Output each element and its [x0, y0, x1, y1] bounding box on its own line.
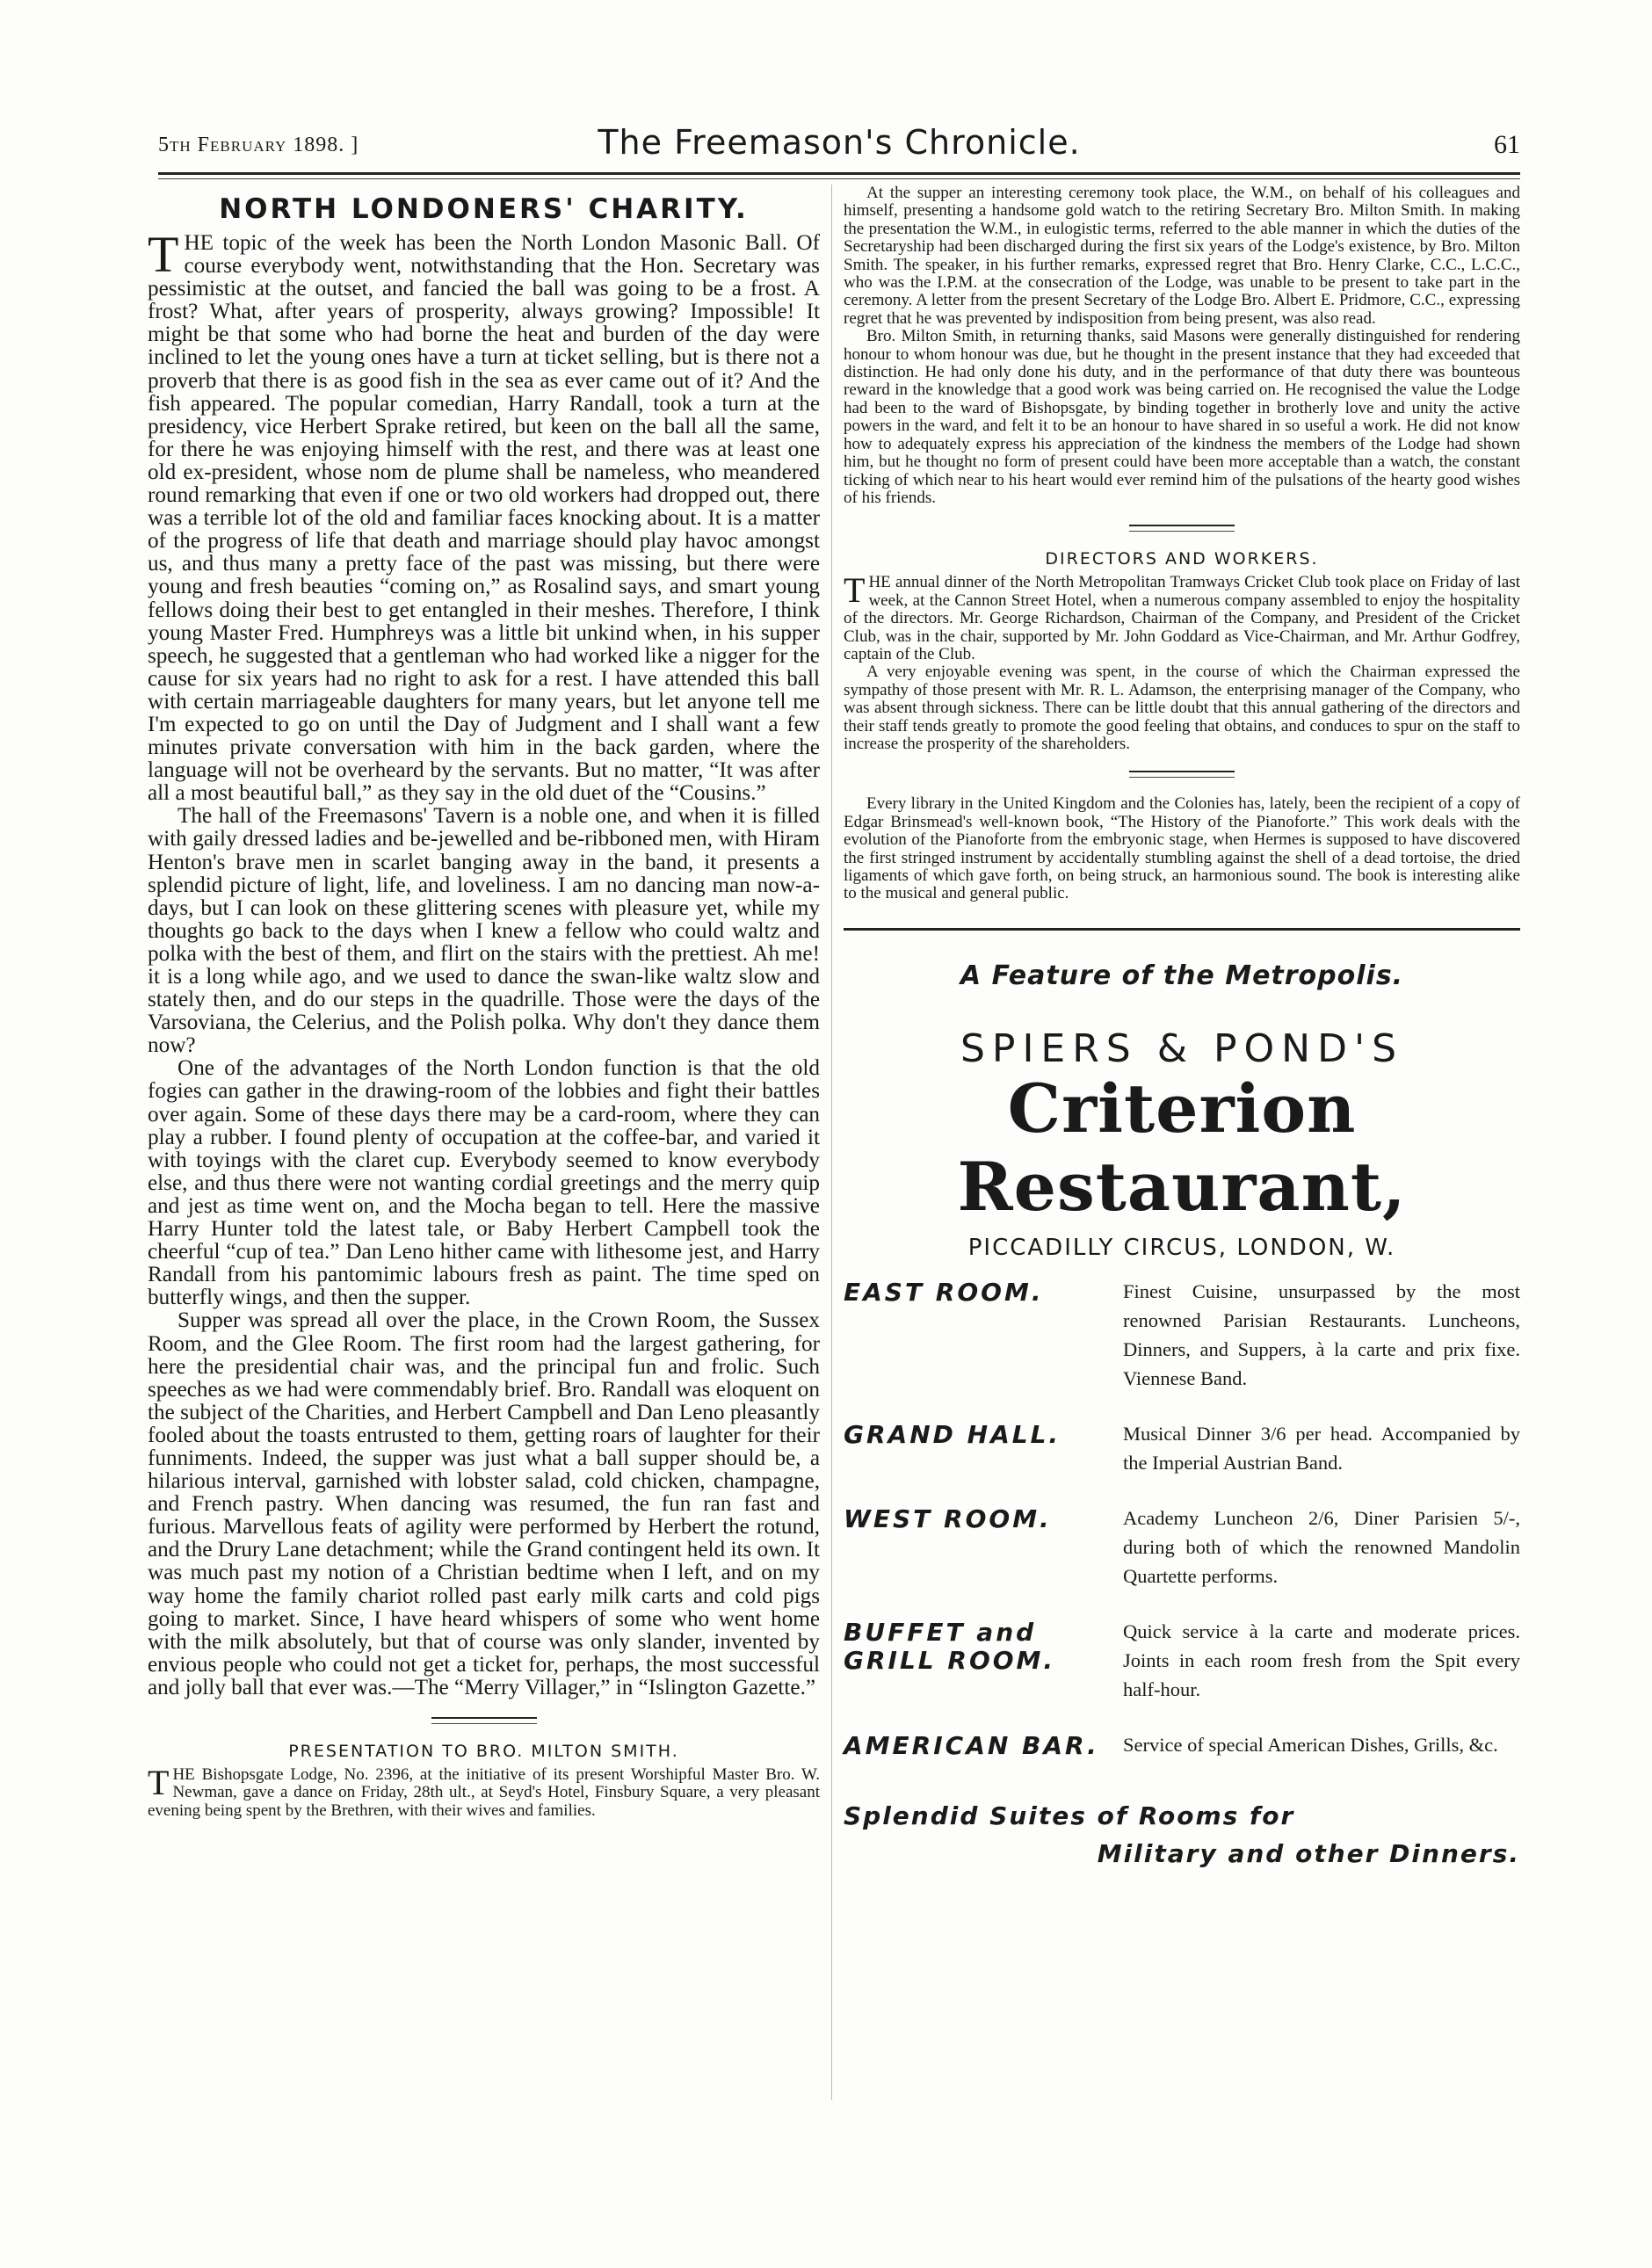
page-number: 61 [1494, 130, 1520, 159]
article-library-body [844, 795, 1520, 902]
ad-footer-line-1: Splendid Suites of Rooms for [844, 1801, 1295, 1830]
section-separator [431, 1717, 537, 1724]
ad-room-grand-hall [844, 1419, 1520, 1477]
column-divider [831, 185, 832, 2100]
ad-room-east [844, 1277, 1520, 1393]
article-heading-directors: DIRECTORS AND WORKERS. [1045, 549, 1319, 569]
room-name: BUFFET and GRILL ROOM. [844, 1617, 1056, 1675]
criterion-advertisement [844, 928, 1520, 1868]
ad-restaurant-name: Criterion Restaurant, [957, 1069, 1407, 1226]
drop-cap: T [844, 570, 866, 611]
article-heading-north-londoners: NORTH LONDONERS' CHARITY. [219, 193, 749, 225]
room-name: WEST ROOM. [844, 1504, 1052, 1533]
room-name: EAST ROOM. [844, 1277, 1044, 1307]
page-header [158, 123, 1520, 176]
room-description: Musical Dinner 3/6 per head. Accompanied by the Imperial Austrian Band. [1123, 1422, 1520, 1474]
article-paragraph [148, 226, 820, 806]
article-paragraph: Bro. Milton Smith, in returning thanks, said Masons were generally distinguished for rendering honour to whom honour was due, but he thought in the present instance that they had exceeded that distinction. He had only done his duty, and in the performance of that duty there was bounteous reward in the knowledge that a good work was being carried on. He recognised the value the Lodge had been to the ward of Bishopsgate, by binding together in brotherly love and unity the active powers in the ward, and felt it to be an honour to have shared in so useful a work. He did not know how to adequately express his appreciation of the kindness the members of the Lodge had shown him, but he thought no form of present could have been more acceptable than a watch, the constant ticking of which near to his heart would ever remind him of the pulsations of the hearty good wishes of his friends. [844, 327, 1520, 507]
ad-kicker: A Feature of the Metropolis. [960, 960, 1404, 991]
room-description: Academy Luncheon 2/6, Diner Parisien 5/-, during both of which the renowned Mandolin Quartette performs. [1123, 1506, 1520, 1587]
section-separator [1129, 525, 1235, 532]
paragraph-text: HE annual dinner of the North Metropolitan Tramways Cricket Club took place on Friday of last week, at the Cannon Street Hotel, when a numerous company assembled to enjoy the hospitality of the directors. Mr. George Richardson, Chairman of the Company, and President of the Cricket Club, was in the chair, supported by Mr. John Goddard as Vice-Chairman, and Mr. Arthur Godfrey, captain of the Club. [844, 573, 1520, 663]
article-paragraph: The hall of the Freemasons' Tavern is a noble one, and when it is filled with gaily dressed ladies and be-jewelled and be-ribboned men, with Hiram Henton's brave men in scarlet banging away in the band, it presents a splendid picture of light, life, and loveliness. I am no dancing man now-a-days, but I can look on these glittering scenes with pleasure yet, while my thoughts go back to the days when I knew a fellow who could waltz and polka with the best of them, and flirt on the stairs with the prettiest. Ah me! it is a long while ago, and we used to dance the swan-like waltz slow and stately then, and do our steps in the quadrille. Those were the days of the Varsoviana, the Celerius, and the Polish polka. Why don't they dance them now? [148, 804, 820, 1058]
issue-date: 5th February 1898. ] [158, 134, 359, 156]
drop-cap: T [148, 1763, 170, 1802]
header-rule [158, 172, 1520, 179]
article-presentation-body-continued [844, 185, 1520, 507]
article-paragraph: Supper was spread all over the place, in the Crown Room, the Sussex Room, and the Glee Room. The first room had the largest gathering, for here the presidential chair was, and the principal fun and frolic. Such speeches as we had were commendably brief. Bro. Randall was eloquent on the subject of the Charities, and Herbert Campbell and Dan Leno pleasantly fooled about the toasts entrusted to them, getting roars of laughter for their funniments. Indeed, the supper was just what a ball supper should be, a hilarious interval, garnished with lobster salad, cold chicken, champagne, and French pastry. When dancing was resumed, the fun ran fast and furious. Marvellous feats of agility were performed by Herbert the rotund, and the Drury Lane detachment; while the Grand contingent held its own. It was much past my notion of a Christian bedtime when I left, and on my way home the family chariot rolled past early milk carts and cold pigs going to market. Since, I have heard whispers of some who went home with the milk absolutely, but that of course was only slander, invented by envious people who could not get a ticket for, perhaps, the most successful and jolly ball that ever was.—The “Merry Villager,” in “Islington Gazette.” [148, 1308, 820, 1699]
ad-room-buffet-grill [844, 1617, 1520, 1704]
article-presentation-body-start [148, 1763, 820, 1820]
article-paragraph: One of the advantages of the North London function is that the old fogies can gather in the drawing-room of the lobbies and fight their battles over again. Some of these days there may be a card-room, where they can play a rubber. I found plenty of occupation at the coffee-bar, and varied it with toyings with the claret cup. Everybody seemed to know everybody else, and thus there were not wanting cordial greetings and the merry quip and jest as time went on, and the Mocha began to tell. Here the massive Harry Hunter told the latest tale, or Baby Herbert Campbell took the cheerful “cup of tea.” Dan Leno hither came with lithesome jest, and Harry Randall from his pantomimic labours fresh as paint. The time sped on butterfly wings, and then the supper. [148, 1056, 820, 1310]
room-description: Service of special American Dishes, Grills, &c. [1123, 1733, 1498, 1756]
room-name: GRAND HALL. [844, 1419, 1061, 1449]
ad-brand: SPIERS & POND'S [960, 1025, 1403, 1071]
paragraph-text: HE topic of the week has been the North London Masonic Ball. Of course everybody went, notwithstanding that the Hon. Secretary was pessimistic at the outset, and fancied the ball was going to be a frost. A frost? What, after years of prosperity, always growing? Impossible! It might be that some who had borne the heat and burden of the day were inclined to let the young ones have a turn at ticket selling, but is there not a proverb that there is as good fish in the sea as ever came out of it? And the fish appeared. The popular comedian, Harry Randall, took a turn at the presidency, vice Herbert Sprake retired, but keen on the ball all the same, for there he was enjoying himself with the rest, and there was at least one old ex-president, whose nom de plume shall be nameless, who meandered round remarking that even if one or two old workers had dropped out, there was a terrible lot of the old and familiar faces knocking about. It is a matter of the progress of life that death and marriage should play havoc amongst us, and thus many a pretty face of the past was missing, but there were young and fresh beauties “coming on,” as Rosalind says, and smart young fellows doing their best to get entangled in their meshes. Therefore, I think young Master Fred. Humphreys was a little bit unkind when, in his supper speech, he suggested that a gentleman who had worked like a nigger for the cause for six years had no right to ask for a rest. I have attended this ball with certain marriageable daughters for many years, but let anyone tell me I'm expected to go on until the Day of Judgment and I shall want a few minutes private conversation with him in the back garden, where the language will not be overheard by the servants. But no matter, “It was after all a most beautiful ball,” as they say in the old duet of the “Cousins.” [148, 231, 820, 806]
paragraph-text: HE Bishopsgate Lodge, No. 2396, at the initiative of its present Worshipful Master Bro. W. Newman, gave a dance on Friday, 28th ult., at Seyd's Hotel, Finsbury Square, a very pleasant evening being spent by the Brethren, with their wives and families. [148, 1765, 820, 1820]
room-description: Finest Cuisine, unsurpassed by the most renowned Parisian Restaurants. Luncheons, Dinners, and Suppers, à la carte and prix fixe. Viennese Band. [1123, 1279, 1520, 1389]
article-paragraph: Every library in the United Kingdom and the Colonies has, lately, been the recipient of a copy of Edgar Brinsmead's well-known book, “The History of the Pianoforte.” This work deals with the evolution of the Pianoforte from the embryonic stage, when Hermes is supposed to have discovered the first stringed instrument by accidentally stumbling against the shell of a dead tortoise, the dried ligaments of which gave forth, on being struck, an harmonious sound. The book is interesting alike to the musical and general public. [844, 794, 1520, 903]
article-paragraph: At the supper an interesting ceremony took place, the W.M., on behalf of his colleagues and himself, presenting a handsome gold watch to the retiring Secretary Bro. Milton Smith. In making the presentation the W.M., in eulogistic terms, referred to the able manner in which the duties of the Secretaryship had been discharged during the first six years of the Lodge's existence, by Bro. Milton Smith. The speaker, in his further remarks, expressed regret that Bro. Henry Clarke, C.C., L.C.C., who was the I.P.M. at the consecration of the Lodge, was unable to be present to take part in the ceremony. A letter from the present Secretary of the Lodge Bro. Albert E. Pridmore, C.C., expressing regret that he was prevented by indisposition from being present, was also read. [844, 184, 1520, 328]
article-paragraph [148, 1763, 820, 1820]
ad-room-west [844, 1504, 1520, 1590]
article-paragraph: A very enjoyable evening was spent, in the course of which the Chairman expressed the sympathy of those present with Mr. R. L. Adamson, the enterprising manager of the Company, who was absent through sickness. There can be little doubt that this annual gathering of the directors and their staff tends greatly to promote the good feeling that obtains, and conduces to spur on the staff to increase the prosperity of the shareholders. [844, 663, 1520, 753]
left-column [148, 185, 820, 1820]
ad-footer-line-2: Military and other Dinners. [1097, 1838, 1520, 1868]
drop-cap: T [148, 226, 179, 283]
room-description: Quick service à la carte and moderate prices. Joints in each room fresh from the Spit every half-hour. [1123, 1619, 1520, 1700]
masthead-title: The Freemason's Chronicle. [598, 123, 1081, 162]
right-column [844, 185, 1520, 1868]
article-north-londoners-body [148, 226, 820, 1699]
ad-room-american-bar [844, 1730, 1520, 1759]
article-heading-presentation: PRESENTATION TO BRO. MILTON SMITH. [288, 1742, 679, 1761]
article-directors-body [844, 570, 1520, 753]
ad-location: PICCADILLY CIRCUS, LONDON, W. [967, 1234, 1396, 1261]
article-paragraph [844, 570, 1520, 663]
section-separator [1129, 771, 1235, 778]
room-name: AMERICAN BAR. [844, 1730, 1099, 1760]
